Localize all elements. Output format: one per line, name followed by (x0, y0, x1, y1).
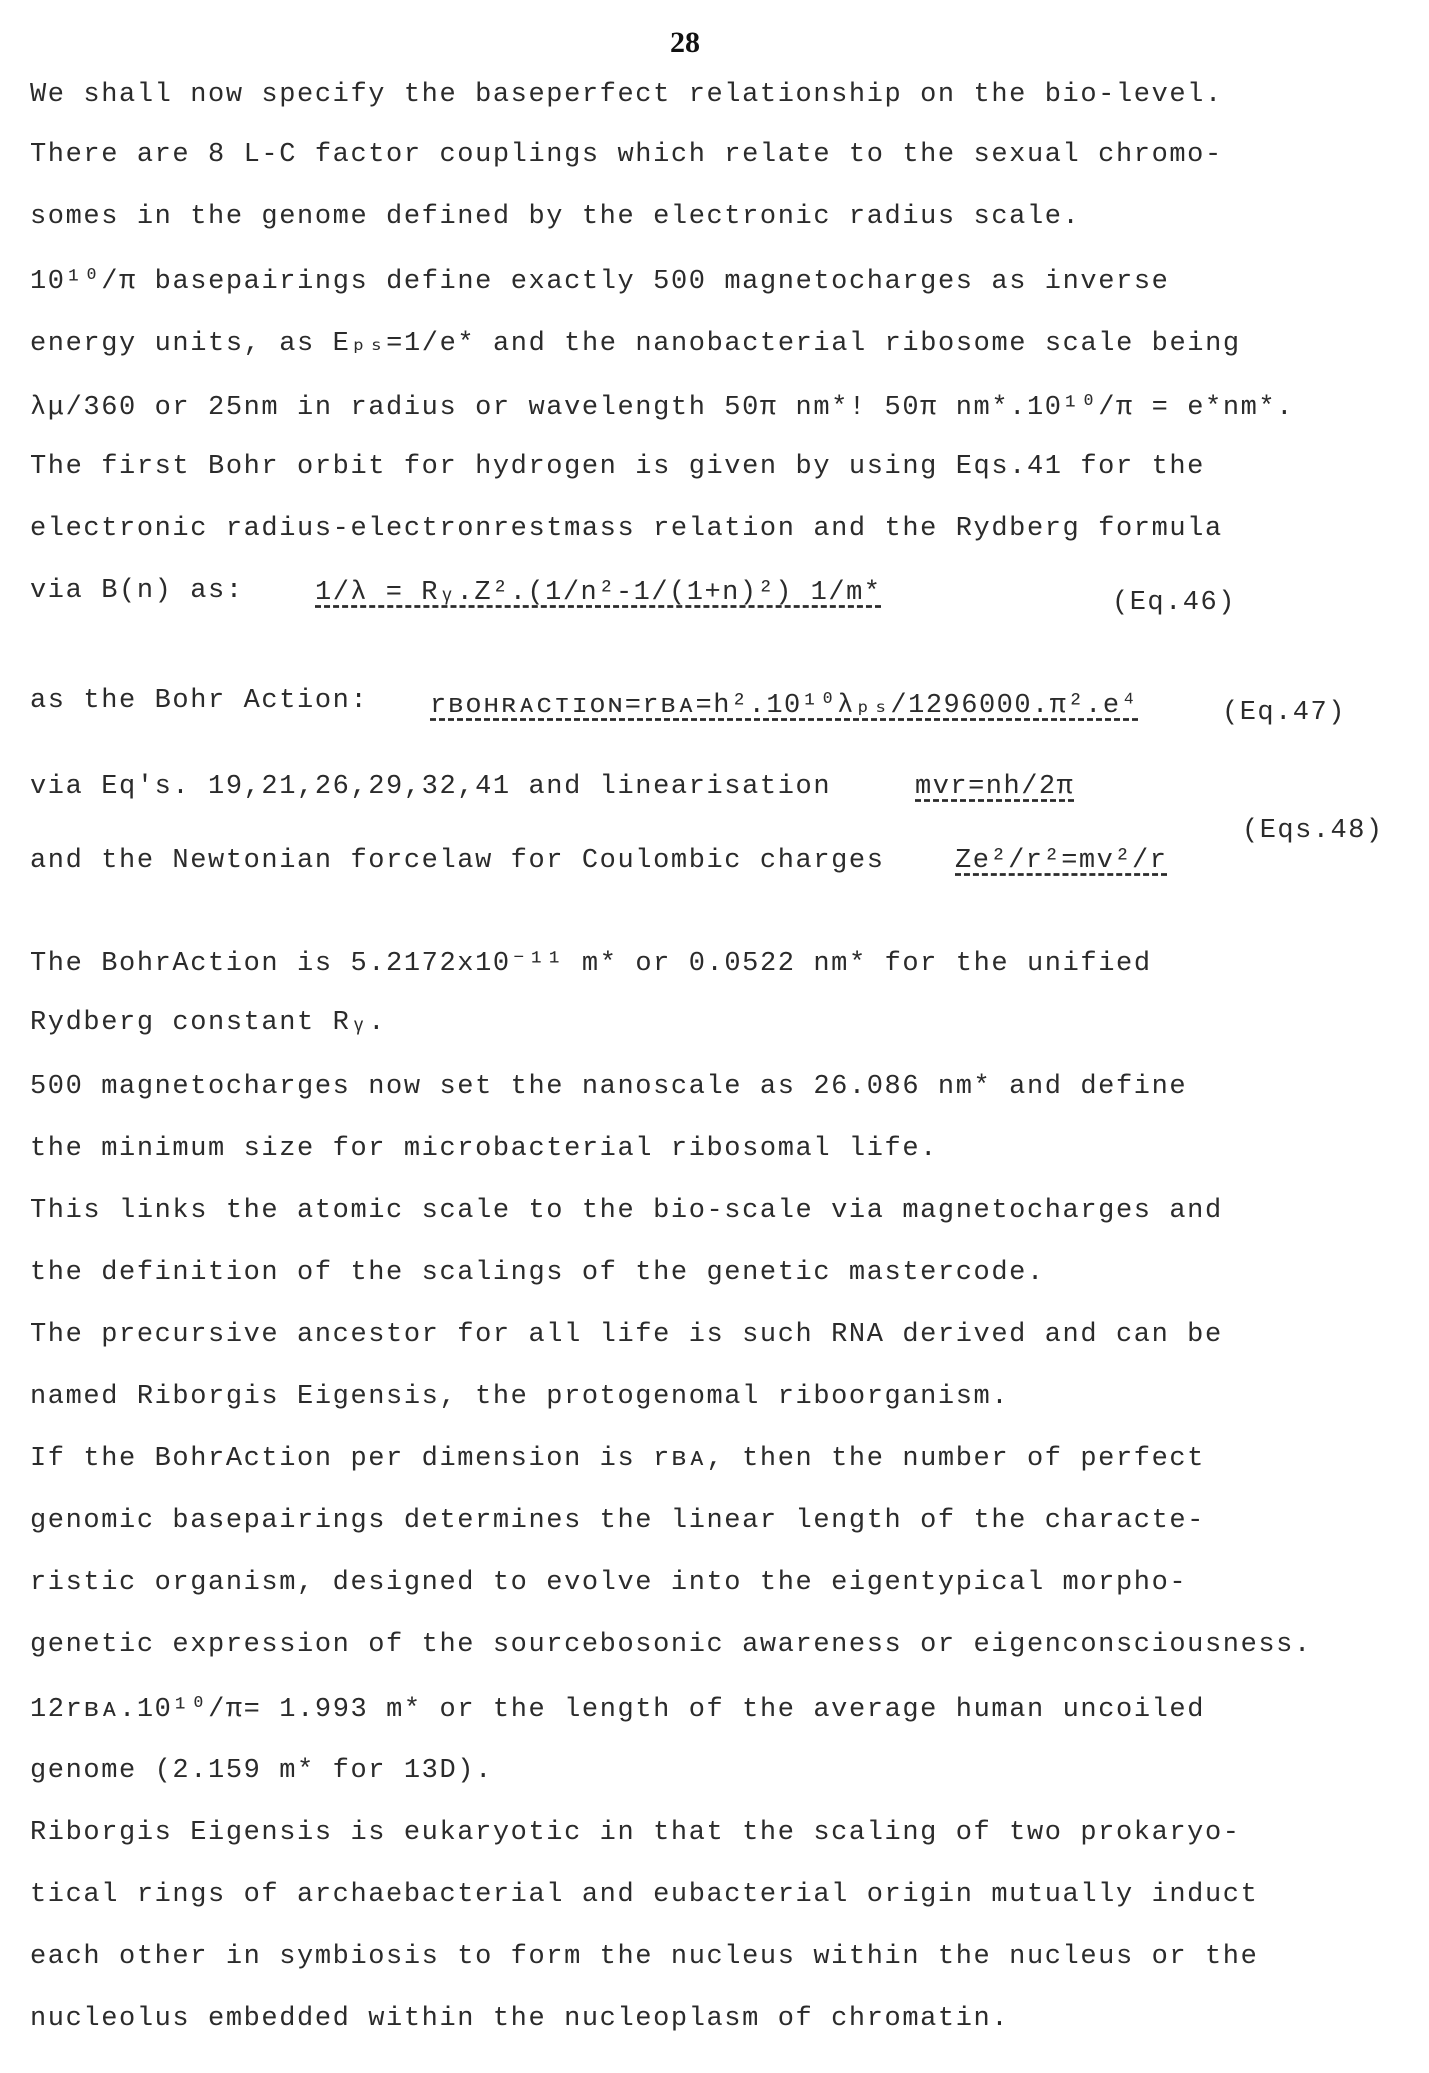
text-line: and the Newtonian forcelaw for Coulombic charges (30, 846, 885, 876)
text-line: Riborgis Eigensis is eukaryotic in that the scaling of two prokaryo- (30, 1818, 1241, 1848)
text-line: If the BohrAction per dimension is rʙᴀ, then the number of perfect (30, 1444, 1205, 1474)
text-line: genomic basepairings determines the linear length of the characte- (30, 1506, 1205, 1536)
text-line: λμ/360 or 25nm in radius or wavelength 50π nm*! 50π nm*.10¹⁰/π = e*nm*. (30, 393, 1295, 423)
text-line: We shall now specify the baseperfect relationship on the bio-level. (30, 80, 1223, 110)
text-line: ristic organism, designed to evolve into the eigentypical morpho- (30, 1568, 1188, 1598)
text-line: via Eq's. 19,21,26,29,32,41 and linearisation (30, 772, 832, 802)
text-line: electronic radius-electronrestmass relation and the Rydberg formula (30, 514, 1223, 544)
text-line: There are 8 L-C factor couplings which relate to the sexual chromo- (30, 140, 1223, 170)
text-line: each other in symbiosis to form the nucleus within the nucleus or the (30, 1942, 1259, 1972)
text-line: tical rings of archaebacterial and eubacterial origin mutually induct (30, 1880, 1259, 1910)
text-line: 12rʙᴀ.10¹⁰/π= 1.993 m* or the length of the average human uncoiled (30, 1695, 1206, 1725)
equation-47: rʙᴏʜʀᴀᴄᴛɪᴏɴ=rʙᴀ=h².10¹⁰λₚₛ/1296000.π².e⁴ (430, 691, 1139, 721)
text-line: genome (2.159 m* for 13D). (30, 1756, 493, 1786)
equation-46: 1/λ = Rᵧ.Z².(1/n²-1/(1+n)²) 1/m* (315, 578, 882, 608)
text-line: named Riborgis Eigensis, the protogenomal riboorganism. (30, 1382, 1010, 1412)
text-line: The first Bohr orbit for hydrogen is given by using Eqs.41 for the (30, 452, 1205, 482)
text-line: Rydberg constant Rᵧ. (30, 1008, 387, 1038)
text-line: genetic expression of the sourcebosonic awareness or eigenconsciousness. (30, 1630, 1312, 1660)
equation-48b: Ze²/r²=mv²/r (955, 846, 1168, 876)
text-line: nucleolus embedded within the nucleoplasm of chromatin. (30, 2004, 1010, 2034)
text-line: 500 magnetocharges now set the nanoscale as 26.086 nm* and define (30, 1072, 1188, 1102)
text-line: This links the atomic scale to the bio-scale via magnetocharges and (30, 1196, 1223, 1226)
text-line: via B(n) as: (30, 576, 244, 606)
text-line: the minimum size for microbacterial ribosomal life. (30, 1134, 938, 1164)
equation-47-label: (Eq.47) (1222, 698, 1346, 728)
text-line: 10¹⁰/π basepairings define exactly 500 magnetocharges as inverse (30, 267, 1170, 297)
equation-48a: mvr=nh/2π (915, 772, 1075, 802)
text-line: as the Bohr Action: (30, 686, 369, 716)
text-line: The precursive ancestor for all life is such RNA derived and can be (30, 1320, 1223, 1350)
equation-48-label: (Eqs.48) (1242, 816, 1384, 846)
text-line: the definition of the scalings of the genetic mastercode. (30, 1258, 1045, 1288)
text-line: The BohrAction is 5.2172x10⁻¹¹ m* or 0.0522 nm* for the unified (30, 949, 1152, 979)
text-line: somes in the genome defined by the electronic radius scale. (30, 202, 1081, 232)
text-line: energy units, as Eₚₛ=1/e* and the nanobacterial ribosome scale being (30, 329, 1241, 359)
equation-46-label: (Eq.46) (1112, 588, 1236, 618)
page-number: 28 (670, 26, 700, 59)
